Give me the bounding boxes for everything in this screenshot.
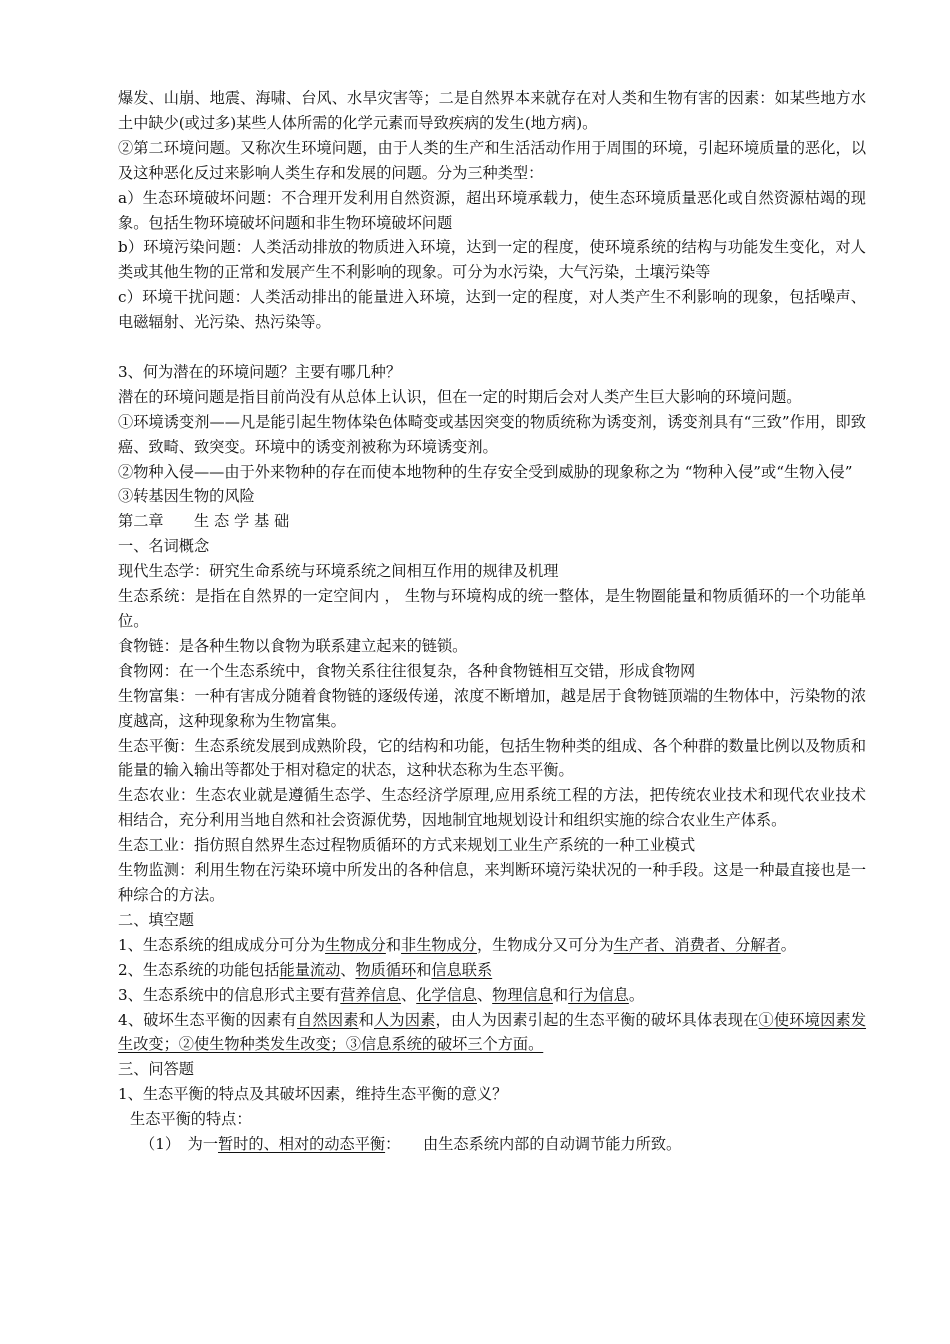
fill-text: 。 [628,985,645,1004]
fill-answer: 自然因素 [297,1010,359,1029]
term-bioaccumulation: 生物富集：一种有害成分随着食物链的逐级传递，浓度不断增加，越是居于食物链顶端的生物体中，污染物的浓度越高，这种现象称为生物富集。 [118,686,866,730]
term-food-web: 食物网：在一个生态系统中，食物关系往往很复杂，各种食物链相互交错，形成食物网 [118,661,696,680]
fill-question-3 [118,983,866,1008]
section-heading-fill: 二、填空题 [118,910,194,929]
fill-text: 4、破坏生态平衡的因素有 [118,1010,298,1029]
term-modern-ecology: 现代生态学：研究生命系统与环境系统之间相互作用的规律及机理 [118,562,559,581]
fill-question-2 [118,958,866,983]
feature-item-colon: ： [385,1135,393,1154]
paragraph-latent-definition: 潜在的环境问题是指目前尚没有从总体上认识，但在一定的时期后会对人类产生巨大影响的环境问题。 [118,387,802,406]
blank-line [118,335,866,360]
paragraph-type-a: a）生态环境破坏问题：不合理开发利用自然资源，超出环境承载力，使生态环境质量恶化或自然资源枯竭的现象。包括生物环境破坏问题和非生物环境破坏问题 [118,188,866,232]
feature-item-key: 暂时的、相对的动态平衡 [218,1135,386,1154]
term-eco-industry: 生态工业：指仿照自然界生态过程物质循环的方式来规划工业生产系统的一种工业模式 [118,836,696,855]
fill-text: 和 [416,960,432,979]
fill-answer: 能量流动 [279,960,341,979]
fill-answer: 物质循环 [355,960,417,979]
paragraph-invasion: ②物种入侵——由于外来物种的存在而使本地物种的生存安全受到威胁的现象称之为 “物种入侵”或“生物入侵” [118,462,853,481]
fill-question-4 [118,1008,866,1058]
paragraph-type-c: c）环境干扰问题：人类活动排出的能量进入环境，达到一定的程度，对人类产生不利影响的现象，包括噪声、电磁辐射、光污染、热污染等。 [118,288,866,332]
document-page [118,86,866,1157]
paragraph-natural-hazards: 爆发、山崩、地震、海啸、台风、水旱灾害等；二是自然界本来就存在对人类和生物有害的因素：如某些地方水土中缺少(或过多)某些人体所需的化学元素而导致疾病的发生(地方病)。 [118,89,866,132]
feature-item-prefix: （1） 为一 [140,1135,219,1154]
fill-answer: 人为因素 [373,1010,436,1029]
fill-answer: 营养信息 [340,985,402,1004]
fill-text: 1、生态系统的组成成分可分为 [118,935,326,954]
fill-text: 和 [552,985,569,1004]
section-heading-terms: 一、名词概念 [118,537,210,556]
fill-text: ，由人为因素引起的生态平衡的破坏具体表现在 [435,1010,759,1029]
chapter-title: 第二章 生 态 学 基 础 [118,512,290,531]
fill-text: 、 [340,960,356,979]
question-latent-problems: 3、何为潜在的环境问题？主要有哪几种？ [118,362,402,381]
fill-answer: 生产者、消费者、分解者 [613,935,781,954]
fill-text: 2、生态系统的功能包括 [118,960,280,979]
term-ecosystem: 生态系统：是指在自然界的一定空间内 ， 生物与环境构成的统一整体，是生物圈能量和物质循环的一个功能单位。 [118,587,866,631]
features-label: 生态平衡的特点： [130,1110,252,1129]
section-heading-qa: 三、问答题 [118,1060,194,1079]
fill-answer: 行为信息 [568,985,629,1004]
fill-text: 和 [385,935,402,954]
term-biomonitoring: 生物监测：利用生物在污染环境中所发出的各种信息，来判断环境污染状况的一种手段。这是一种最直接也是一种综合的方法。 [118,861,866,904]
term-eco-agriculture: 生态农业：生态农业就是遵循生态学、生态经济学原理,应用系统工程的方法，把传统农业技术和现代农业技术相结合，充分利用当地自然和社会资源优势，因地制宜地规划设计和组织实施的综合农业生产体系。 [118,786,866,830]
fill-answer: 信息联系 [431,960,493,979]
term-food-chain: 食物链：是各种生物以食物为联系建立起来的链锁。 [118,636,468,655]
feature-item-rest: 由生态系统内部的自动调节能力所致。 [392,1135,682,1154]
fill-text: 、 [401,985,417,1004]
fill-text: 和 [358,1010,374,1029]
fill-answer: 化学信息 [416,985,477,1004]
fill-text: ，生物成分又可分为 [476,935,614,954]
paragraph-secondary-problem: ②第二环境问题。又称次生环境问题，由于人类的生产和生活活动作用于周围的环境，引起环境质量的恶化，以及这种恶化反过来影响人类生存和发展的问题。分为三种类型： [118,138,866,182]
fill-answer: ①使环境因素发生改变；②使生物种类发生改变；③信息系统的破坏三个方面。 [118,1010,867,1054]
feature-item-1 [118,1132,866,1157]
paragraph-gmo-risk: ③转基因生物的风险 [118,487,255,506]
paragraph-type-b: b）环境污染问题：人类活动排放的物质进入环境，达到一定的程度，使环境系统的结构与功能发生变化，对人类或其他生物的正常和发展产生不利影响的现象。可分为水污染，大气污染，土壤污染等 [118,238,866,282]
fill-question-1 [118,933,866,958]
qa-question-1: 1、生态平衡的特点及其破坏因素，维持生态平衡的意义？ [118,1085,508,1104]
paragraph-mutagen: ①环境诱变剂——凡是能引起生物体染色体畸变或基因突变的物质统称为诱变剂，诱变剂具有“三致”作用，即致癌、致畸、致突变。环境中的诱变剂被称为环境诱变剂。 [118,412,866,456]
fill-answer: 非生物成分 [401,935,477,954]
fill-answer: 生物成分 [325,935,386,954]
term-ecological-balance: 生态平衡：生态系统发展到成熟阶段，它的结构和功能，包括生物种类的组成、各个种群的数量比例以及物质和能量的输入输出等都处于相对稳定的状态，这种状态称为生态平衡。 [118,736,866,780]
fill-text: 。 [780,935,796,954]
fill-text: 3、生态系统中的信息形式主要有 [118,985,341,1004]
fill-text: 、 [476,985,493,1004]
fill-answer: 物理信息 [492,985,553,1004]
